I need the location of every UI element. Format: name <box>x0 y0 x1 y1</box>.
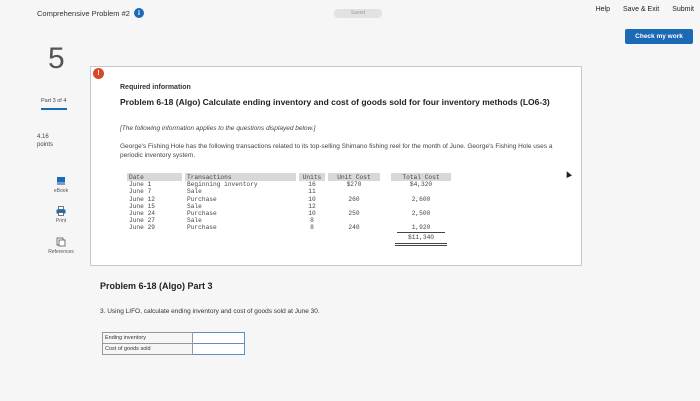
units-column <box>299 174 325 232</box>
units-cell: 10 <box>308 209 316 217</box>
table-row <box>103 344 245 355</box>
print-button[interactable] <box>41 206 81 224</box>
header-transactions: Transactions <box>187 174 232 181</box>
assignment-title-text: Comprehensive Problem #2 <box>37 8 130 18</box>
header-date: Date <box>129 174 144 181</box>
header-units: Units <box>302 174 322 181</box>
double-rule-top <box>395 243 447 244</box>
total-cost-cell <box>391 188 451 195</box>
total-cost-cell <box>391 217 451 224</box>
transaction-cell: Purchase <box>187 195 217 203</box>
top-bar <box>0 0 700 24</box>
unit-cost-cell <box>328 217 380 224</box>
help-link[interactable]: Help <box>595 6 611 13</box>
transaction-cell: Sale <box>187 202 202 210</box>
ebook-label: eBook <box>53 188 69 194</box>
transaction-cell: Sale <box>187 188 202 196</box>
total-cost-cell: 1,920 <box>411 224 431 232</box>
part3-question: 3. Using LIFO, calculate ending inventory and cost of goods sold at June 30. <box>100 308 320 315</box>
points-display <box>37 133 53 149</box>
units-cell: 8 <box>310 224 314 232</box>
total-cost-column <box>391 174 451 232</box>
cogs-input[interactable] <box>193 344 245 355</box>
part3-title: Problem 6-18 (Algo) Part 3 <box>100 281 213 291</box>
save-exit-link[interactable]: Save & Exit <box>623 6 660 13</box>
required-info-heading: Required information <box>120 84 191 91</box>
book-icon <box>56 176 66 186</box>
date-column <box>129 174 155 232</box>
cogs-label: Cost of goods sold <box>103 344 193 355</box>
units-cell: 11 <box>308 188 316 196</box>
ending-inventory-label: Ending inventory <box>103 333 193 344</box>
references-label: References <box>48 249 74 255</box>
references-icon <box>56 237 66 247</box>
table-row <box>103 333 245 344</box>
part-progress-bar <box>41 108 67 110</box>
date-cell: June 1 <box>129 181 152 189</box>
references-button[interactable] <box>39 237 83 255</box>
date-cell: June 24 <box>129 209 155 217</box>
total-rule <box>397 232 445 233</box>
transaction-cell: Purchase <box>187 224 217 232</box>
date-cell: June 15 <box>129 202 155 210</box>
date-cell: June 29 <box>129 224 155 232</box>
grand-total <box>391 234 451 241</box>
problem-title: Problem 6-18 (Algo) Calculate ending inventory and cost of goods sold for four inventory methods (LO6-3) <box>120 97 550 107</box>
header-unit-cost: Unit Cost <box>337 174 371 181</box>
units-cell: 16 <box>308 181 316 189</box>
points-value: 4.16 <box>37 134 49 140</box>
applies-note: [The following information applies to the questions displayed below.] <box>120 125 316 132</box>
unit-cost-cell: 260 <box>348 195 360 203</box>
unit-cost-cell: $270 <box>346 181 362 189</box>
saved-status: Saved <box>334 9 382 18</box>
ending-inventory-input[interactable] <box>193 333 245 344</box>
total-cost-cell: 2,500 <box>411 209 431 217</box>
transaction-cell: Sale <box>187 217 202 225</box>
printer-icon <box>56 206 66 216</box>
check-my-work-button[interactable]: Check my work <box>625 29 693 44</box>
problem-description: George's Fishing Hole has the following transactions related to its top-selling Shimano fishing reel for the month of June. George's Fishing Hole uses a periodic inventory system. <box>120 143 553 159</box>
total-cost-cell: 2,600 <box>411 195 431 203</box>
unit-cost-cell <box>328 188 380 195</box>
print-label: Print <box>55 218 67 224</box>
transaction-cell: Purchase <box>187 209 217 217</box>
unit-cost-cell <box>328 203 380 210</box>
grand-total-value: $11,340 <box>408 234 434 241</box>
header-total-cost: Total Cost <box>402 174 440 181</box>
info-icon[interactable]: i <box>134 8 144 18</box>
total-cost-cell: $4,320 <box>409 181 433 189</box>
required-info-card <box>90 66 582 266</box>
date-cell: June 7 <box>129 188 152 196</box>
units-cell: 8 <box>310 217 314 225</box>
unit-cost-cell: 250 <box>348 209 360 217</box>
unit-cost-column <box>328 174 380 232</box>
assignment-title <box>37 8 144 18</box>
double-rule-bottom <box>395 245 447 246</box>
units-cell: 10 <box>308 195 316 203</box>
top-links <box>596 6 694 13</box>
transactions-column <box>187 174 258 232</box>
date-cell: June 27 <box>129 217 155 225</box>
part-indicator: Part 3 of 4 <box>41 98 67 104</box>
units-cell: 12 <box>308 202 316 210</box>
total-cost-cell <box>391 203 451 210</box>
answer-table <box>102 332 245 355</box>
transaction-cell: Beginning inventory <box>187 181 258 189</box>
submit-link[interactable]: Submit <box>672 6 694 13</box>
points-label: points <box>37 142 54 148</box>
unit-cost-cell: 240 <box>348 224 360 232</box>
ebook-button[interactable] <box>41 176 81 194</box>
date-cell: June 12 <box>129 195 155 203</box>
alert-icon: ! <box>93 68 104 79</box>
question-number: 5 <box>48 42 65 75</box>
